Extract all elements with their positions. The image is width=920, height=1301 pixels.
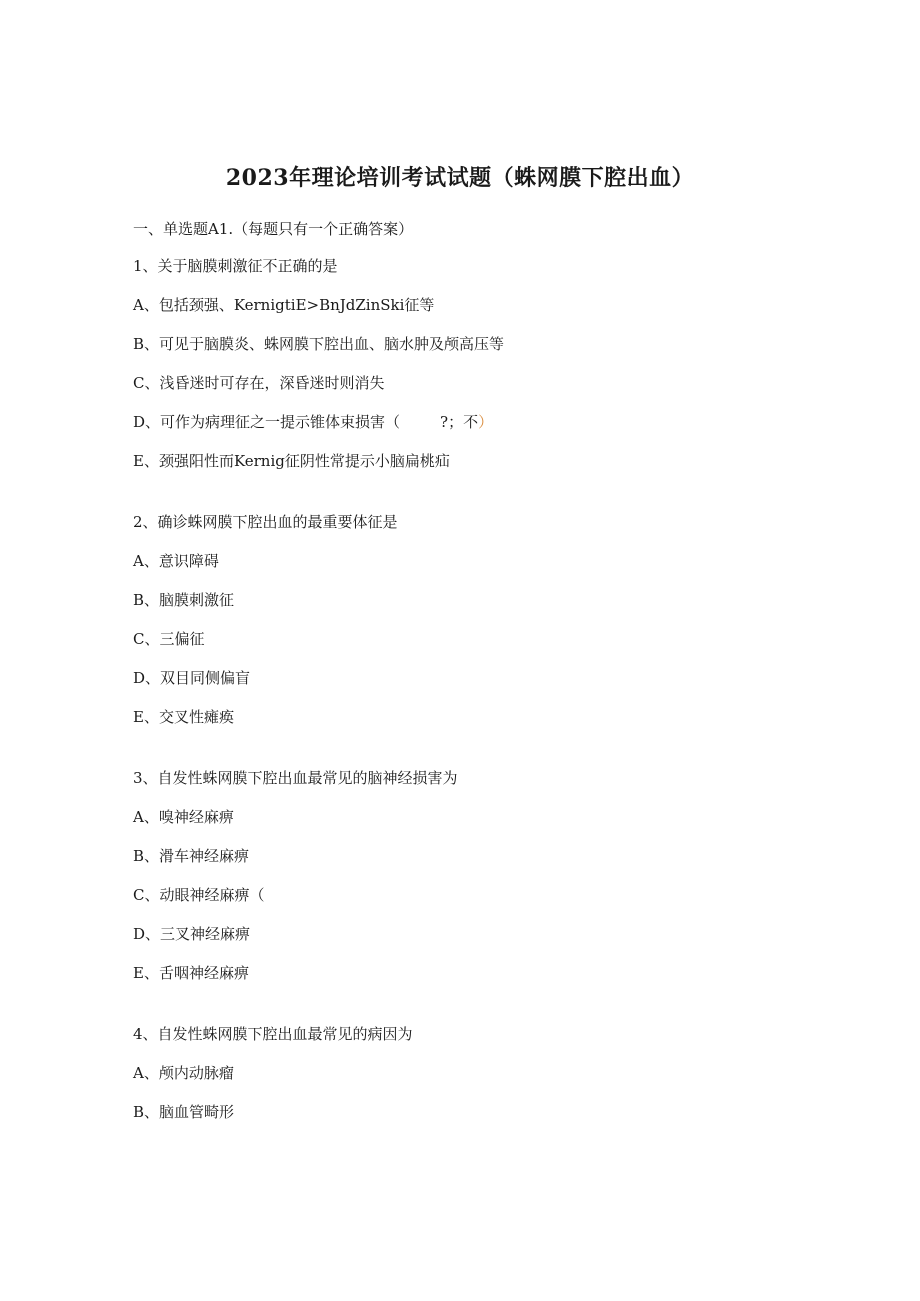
question-3-option-b: B、滑车神经麻痹	[133, 847, 250, 865]
question-1-option-d-mark: ?；不	[440, 413, 479, 431]
question-3-option-e: E、舌咽神经麻痹	[133, 964, 249, 982]
page-title: 2023年理论培训考试试题（蛛网膜下腔出血）	[225, 165, 695, 191]
question-1-stem: 1、关于脑膜刺激征不正确的是	[133, 257, 338, 275]
question-2-option-d: D、双目同侧偏盲	[133, 669, 251, 687]
question-3-option-c: C、动眼神经麻痹（	[133, 886, 265, 904]
question-2-option-e: E、交叉性瘫痪	[133, 708, 234, 726]
question-4-stem: 4、自发性蛛网膜下腔出血最常见的病因为	[133, 1025, 413, 1043]
question-1-option-d-text: D、可作为病理征之一提示锥体束损害（	[133, 413, 401, 431]
question-3-stem: 3、自发性蛛网膜下腔出血最常见的脑神经损害为	[133, 769, 458, 787]
question-1-option-a: A、包括颈强、KernigtiE>BnJdZinSki征等	[133, 296, 435, 314]
question-2-stem: 2、确诊蛛网膜下腔出血的最重要体征是	[133, 513, 398, 531]
question-1-option-e: E、颈强阳性而Kernig征阴性常提示小脑扁桃疝	[133, 452, 450, 470]
question-3-option-d: D、三叉神经麻痹	[133, 925, 251, 943]
question-1-option-c: C、浅昏迷时可存在，深昏迷时则消失	[133, 374, 385, 392]
question-4-option-b: B、脑血管畸形	[133, 1103, 235, 1121]
question-2-option-c: C、三偏征	[133, 630, 205, 648]
question-2-option-b: B、脑膜刺激征	[133, 591, 235, 609]
question-4-option-a: A、颅内动脉瘤	[133, 1064, 234, 1082]
question-2-option-a: A、意识障碍	[133, 552, 219, 570]
section-heading: 一、单选题A1.（每题只有一个正确答案）	[133, 220, 414, 238]
question-1-option-d-close: ）	[478, 413, 494, 431]
question-1-option-d	[133, 411, 493, 433]
question-1-option-b: B、可见于脑膜炎、蛛网膜下腔出血、脑水肿及颅高压等	[133, 335, 505, 353]
question-3-option-a: A、嗅神经麻痹	[133, 808, 234, 826]
